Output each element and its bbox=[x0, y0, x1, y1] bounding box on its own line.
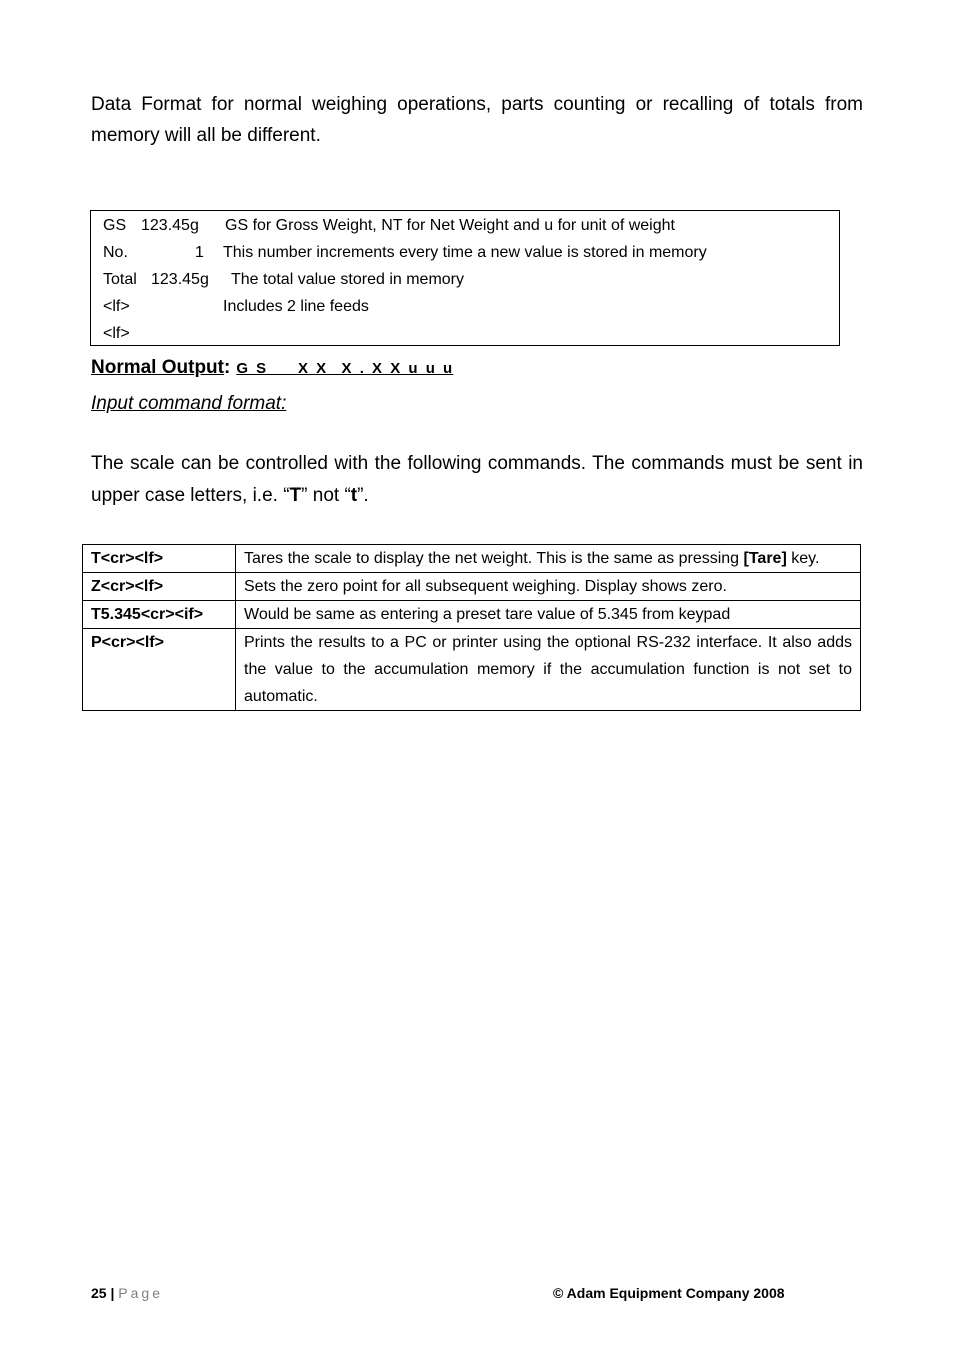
commands-intro-paragraph bbox=[91, 448, 863, 512]
table-row bbox=[83, 629, 861, 711]
command-description bbox=[236, 601, 861, 629]
command-code: P<cr><lf> bbox=[83, 629, 236, 711]
tare-key-label: [Tare] bbox=[743, 550, 787, 567]
input-command-heading: Input command format: bbox=[91, 393, 287, 414]
uppercase-example: T bbox=[289, 485, 302, 506]
normal-output-colon: : bbox=[224, 357, 231, 378]
format-field-total: Total bbox=[103, 271, 137, 288]
command-code: Z<cr><lf> bbox=[83, 573, 236, 601]
footer-page-number bbox=[91, 1285, 163, 1301]
data-format-box bbox=[90, 210, 840, 346]
command-description bbox=[236, 629, 861, 711]
command-description bbox=[236, 573, 861, 601]
format-value-no: 1 bbox=[195, 244, 204, 261]
format-field-lf1: <lf> bbox=[103, 298, 130, 315]
command-desc-text: Sets the zero point for all subsequent weighing. Display shows zero. bbox=[244, 578, 727, 595]
commands-table bbox=[82, 544, 861, 711]
commands-intro-end: ”. bbox=[357, 485, 369, 506]
normal-output-label: Normal Output bbox=[91, 357, 224, 378]
normal-output-line bbox=[91, 357, 453, 379]
command-desc-text-end: key. bbox=[786, 550, 820, 567]
page-label: Page bbox=[118, 1285, 163, 1301]
page-number: 25 bbox=[91, 1285, 107, 1301]
format-field-gs: GS bbox=[103, 217, 127, 234]
commands-intro-mid: ” not “ bbox=[301, 485, 351, 506]
page-separator: | bbox=[110, 1285, 115, 1301]
table-row bbox=[83, 545, 861, 573]
normal-output-format: G S _ X X X . X X u u u bbox=[236, 360, 454, 377]
command-desc-text: Tares the scale to display the net weight. This is the same as pressing bbox=[244, 550, 744, 567]
command-description bbox=[236, 545, 861, 573]
command-desc-text: Prints the results to a PC or printer using the optional RS-232 interface. It also adds the value to the accumulation memory if the accumulation function is not set to automatic. bbox=[244, 634, 852, 705]
footer-copyright: © Adam Equipment Company 2008 bbox=[553, 1285, 785, 1301]
format-value-gs: 123.45g bbox=[141, 217, 199, 234]
command-code: T5.345<cr><if> bbox=[83, 601, 236, 629]
format-desc-total: The total value stored in memory bbox=[231, 271, 464, 288]
format-desc-no: This number increments every time a new value is stored in memory bbox=[223, 244, 707, 261]
command-code: T<cr><lf> bbox=[83, 545, 236, 573]
format-field-lf2: <lf> bbox=[103, 325, 130, 342]
commands-intro-text: The scale can be controlled with the following commands. The commands must be sent in upper case letters, i.e. “ bbox=[91, 453, 863, 506]
command-desc-text: Would be same as entering a preset tare value of 5.345 from keypad bbox=[244, 606, 731, 623]
format-field-no: No. bbox=[103, 244, 128, 261]
format-desc-lf: Includes 2 line feeds bbox=[223, 298, 369, 315]
format-value-total: 123.45g bbox=[151, 271, 209, 288]
table-row bbox=[83, 601, 861, 629]
intro-paragraph: Data Format for normal weighing operations, parts counting or recalling of totals from memory will all be different. bbox=[91, 94, 863, 146]
format-desc-gs: GS for Gross Weight, NT for Net Weight and u for unit of weight bbox=[225, 217, 675, 234]
lowercase-example: t bbox=[350, 485, 358, 506]
table-row bbox=[83, 573, 861, 601]
